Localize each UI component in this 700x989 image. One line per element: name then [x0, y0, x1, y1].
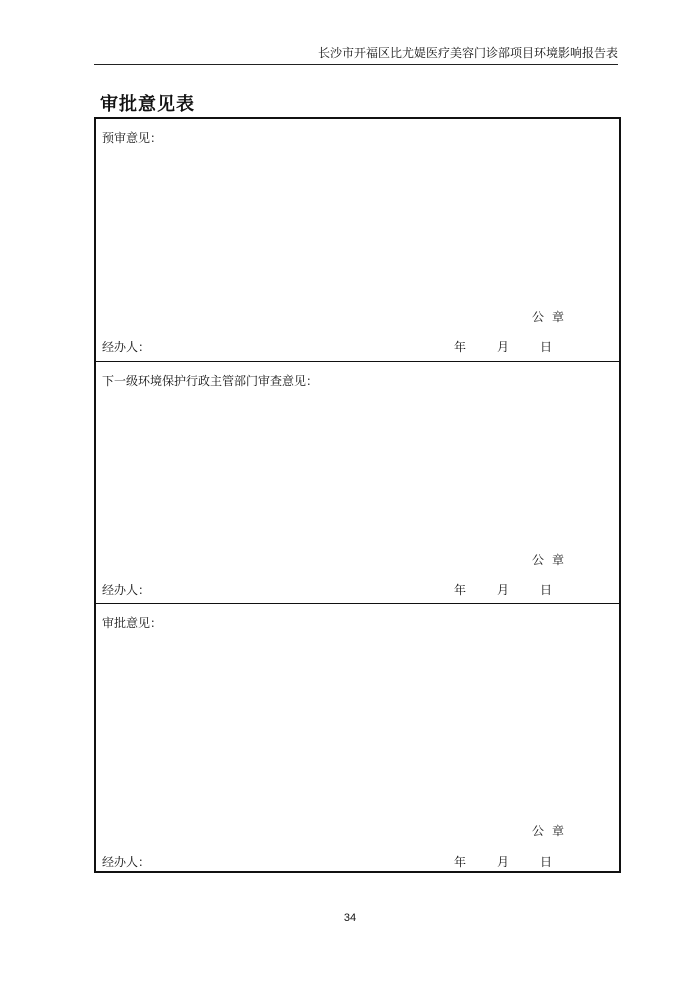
page-number: 34: [343, 912, 357, 924]
date-day-label: 日: [540, 855, 553, 869]
date-year-label: 年: [454, 340, 467, 354]
pre-review-section: [96, 119, 619, 361]
official-seal-label: 公章: [532, 310, 573, 324]
handler-label: 经办人：: [102, 855, 151, 869]
handler-label: 经办人：: [102, 583, 151, 597]
header-rule: [94, 64, 618, 65]
date-month-label: 月: [497, 855, 510, 869]
section-label: 预审意见：: [102, 131, 163, 145]
section-label: 下一级环境保护行政主管部门审查意见：: [102, 374, 319, 388]
page-title: 审批意见表: [100, 94, 195, 115]
date-year-label: 年: [454, 855, 467, 869]
date-day-label: 日: [540, 583, 553, 597]
official-seal-label: 公章: [532, 824, 573, 838]
date-year-label: 年: [454, 583, 467, 597]
official-seal-label: 公章: [532, 553, 573, 567]
handler-label: 经办人：: [102, 340, 151, 354]
section-label: 审批意见：: [102, 616, 163, 630]
lower-level-review-section: [96, 361, 619, 603]
approval-form-table: [94, 117, 621, 873]
running-header: 长沙市开福区比尤媞医疗美容门诊部项目环境影响报告表: [317, 46, 618, 60]
date-day-label: 日: [540, 340, 553, 354]
date-month-label: 月: [497, 340, 510, 354]
approval-opinion-section: [96, 603, 619, 871]
date-month-label: 月: [497, 583, 510, 597]
